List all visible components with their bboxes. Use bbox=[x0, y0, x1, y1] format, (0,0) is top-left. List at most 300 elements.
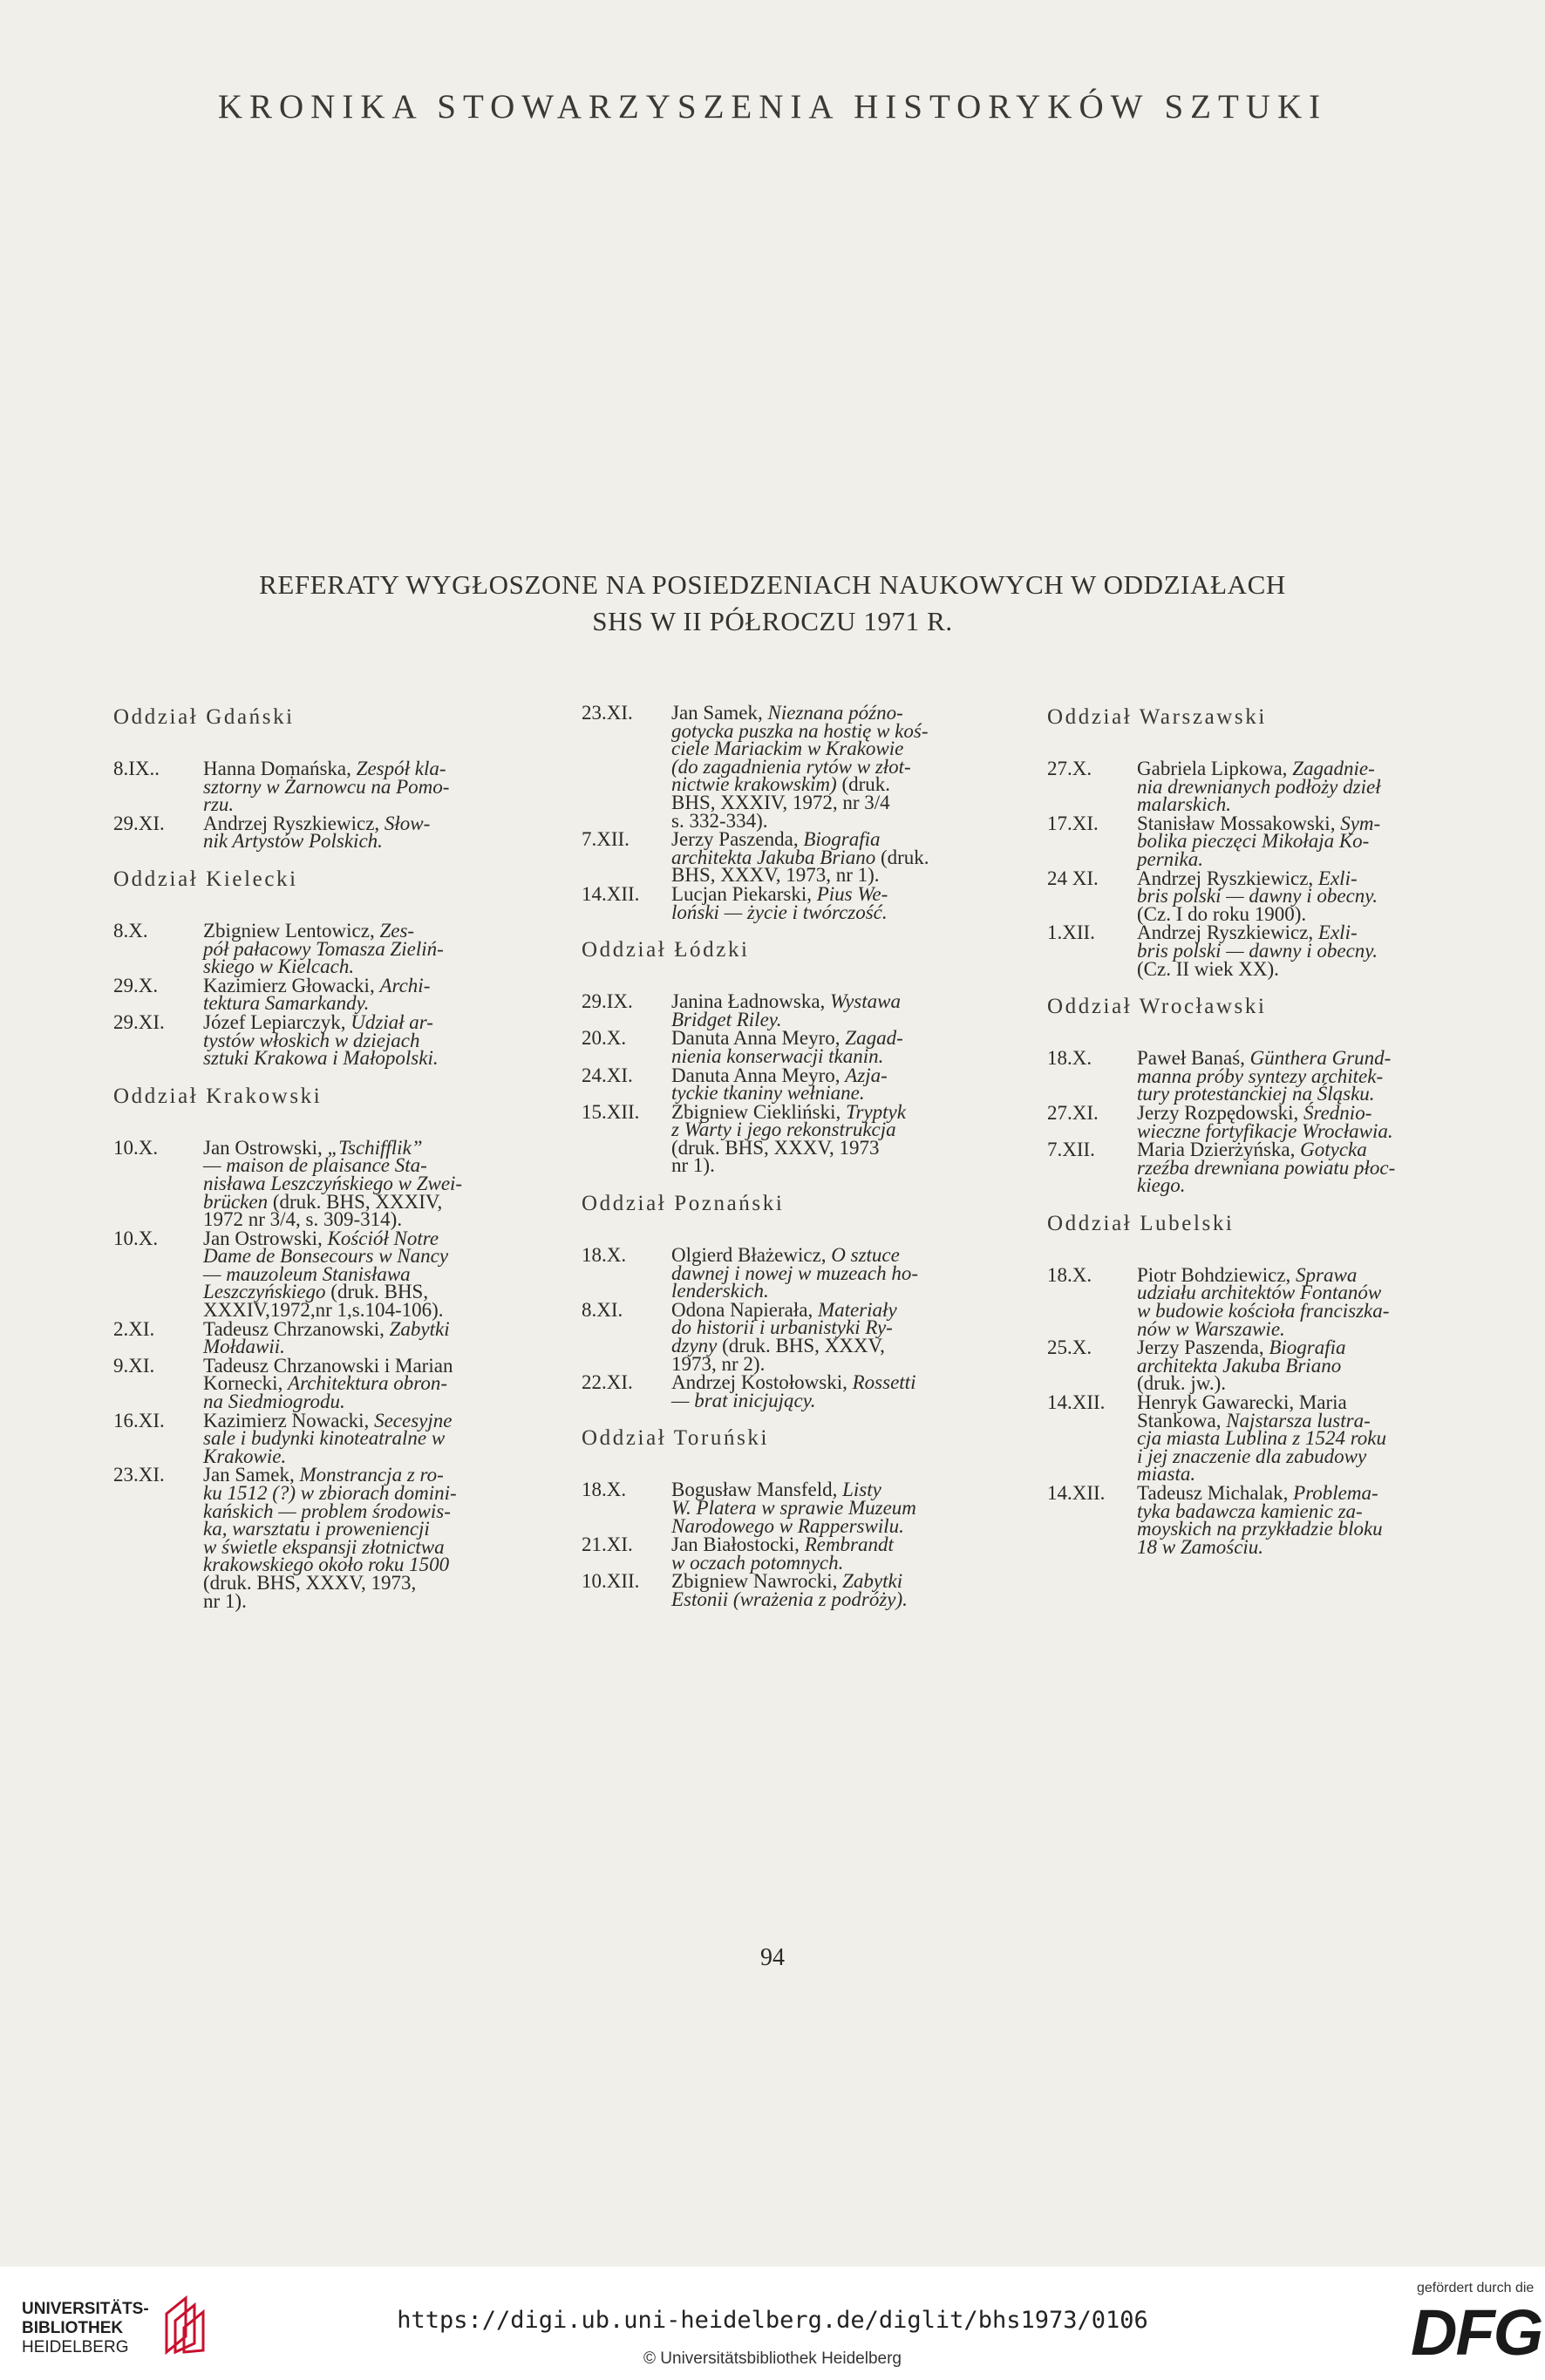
branch-heading: Oddział Gdański bbox=[113, 705, 295, 729]
lecture-title-text: nienia konserwacji tkanin. bbox=[671, 1044, 884, 1067]
lecture-title-text: Rembrandt bbox=[804, 1533, 894, 1556]
lecture-date: 10.X. bbox=[113, 1136, 159, 1159]
library-name-line: UNIVERSITÄTS- bbox=[22, 2300, 149, 2318]
lecture-plain-text: 1973, nr 2). bbox=[671, 1352, 766, 1375]
lecture-title-text: pernika. bbox=[1137, 847, 1204, 870]
lecture-plain-text: 1972 nr 3/4, s. 309-314). bbox=[203, 1208, 403, 1231]
branch-section bbox=[1047, 994, 1483, 1195]
article-title bbox=[0, 567, 1545, 640]
permalink-url[interactable]: https://digi.ub.uni-heidelberg.de/diglit/bhs1973/0106 bbox=[397, 2307, 1148, 2334]
lecture-entry bbox=[582, 704, 1024, 830]
lecture-title-text: nik Artystów Polskich. bbox=[203, 830, 383, 853]
lecture-plain-text: Jan Ostrowski, bbox=[203, 1227, 328, 1249]
lecture-text bbox=[1137, 760, 1483, 814]
lecture-text bbox=[1137, 867, 1483, 925]
lecture-date: 18.X. bbox=[582, 1479, 627, 1501]
lecture-date: 8.IX.. bbox=[113, 758, 160, 779]
lecture-entry bbox=[582, 1570, 1024, 1610]
lecture-plain-text: (druk. bbox=[875, 846, 929, 868]
lecture-title-text: (do zagadnienia rytów w złot- bbox=[671, 755, 911, 778]
lecture-plain-text: Olgierd Błażewicz, bbox=[671, 1244, 832, 1267]
lecture-date: 25.X. bbox=[1047, 1336, 1092, 1359]
lecture-date: 18.X. bbox=[1047, 1263, 1092, 1286]
lecture-text bbox=[1137, 1263, 1483, 1340]
branch-section bbox=[113, 1084, 555, 1610]
lecture-entry bbox=[582, 1244, 1024, 1302]
lecture-title-text: manna próby syntezy architek- bbox=[1137, 1064, 1384, 1087]
lecture-text bbox=[203, 760, 555, 814]
lecture-title-text: Archi- bbox=[379, 974, 431, 996]
page-number: 94 bbox=[760, 1944, 785, 1971]
lecture-text bbox=[1137, 1047, 1483, 1105]
lecture-date: 23.XI. bbox=[113, 1464, 165, 1486]
lecture-entry bbox=[582, 1533, 1024, 1574]
lecture-title-text: Exli- bbox=[1317, 921, 1358, 944]
lecture-plain-text: Janina Ładnowska, bbox=[671, 990, 831, 1013]
lecture-date: 22.XI. bbox=[582, 1371, 633, 1394]
lecture-title-text: i jej znaczenie dla zabudowy bbox=[1137, 1445, 1367, 1467]
lecture-title-text: „Tschifflik” bbox=[327, 1136, 423, 1159]
dfg-logo[interactable]: DFG bbox=[1411, 2296, 1542, 2369]
lecture-date: 14.XII. bbox=[1047, 1482, 1106, 1504]
text-line bbox=[671, 1352, 1024, 1375]
lecture-text bbox=[1137, 1391, 1483, 1486]
lecture-title-text: nisława Leszczyńskiego w Zwei- bbox=[203, 1172, 463, 1194]
lecture-date: 10.XII. bbox=[582, 1570, 640, 1593]
branch-heading: Oddział Wrocławski bbox=[1047, 995, 1267, 1019]
lecture-entry bbox=[582, 990, 1024, 1030]
lecture-date: 7.XII. bbox=[582, 828, 630, 851]
branch-heading: Oddział Krakowski bbox=[113, 1084, 323, 1108]
lecture-text bbox=[203, 1317, 555, 1358]
title-line: SHS W II PÓŁROCZU 1971 R. bbox=[592, 606, 953, 636]
text-line bbox=[1137, 793, 1483, 816]
branch-section bbox=[1047, 1211, 1483, 1557]
lecture-title-text: w budowie kościoła franciszka- bbox=[1137, 1300, 1390, 1323]
text-line bbox=[671, 1551, 1024, 1574]
text-line bbox=[671, 1154, 1024, 1177]
lecture-plain-text: Tadeusz Chrzanowski, bbox=[203, 1317, 390, 1340]
lecture-plain-text: Piotr Bohdziewicz, bbox=[1137, 1263, 1297, 1286]
lecture-title-text: bris polski — dawny i obecny. bbox=[1137, 939, 1378, 962]
lecture-entry bbox=[113, 1010, 555, 1070]
lecture-title-text: — mauzoleum Stanisława bbox=[203, 1262, 411, 1285]
lecture-title-text: Zagad- bbox=[845, 1027, 903, 1050]
lecture-title-text: Listy bbox=[842, 1479, 881, 1501]
lecture-plain-text: Jerzy Paszenda, bbox=[1137, 1336, 1269, 1359]
lecture-plain-text: Jan Samek, bbox=[203, 1464, 300, 1486]
lecture-plain-text: Lucjan Piekarski, bbox=[671, 882, 817, 905]
lecture-plain-text: Józef Lepiarczyk, bbox=[203, 1010, 351, 1033]
lecture-plain-text: Henryk Gawarecki, Maria bbox=[1137, 1391, 1347, 1414]
branch-heading: Oddział Warszawski bbox=[1047, 705, 1267, 729]
lecture-title-text: architekta Jakuba Briano bbox=[671, 846, 876, 868]
text-line bbox=[1137, 1085, 1483, 1104]
lecture-plain-text: (druk. jw.). bbox=[1137, 1372, 1226, 1395]
lecture-plain-text: s. 332-334). bbox=[671, 809, 768, 832]
lecture-title-text: Nieznana późno- bbox=[767, 702, 903, 724]
library-name-line: HEIDELBERG bbox=[22, 2338, 129, 2356]
text-line bbox=[1137, 1372, 1483, 1395]
lecture-entry bbox=[1047, 760, 1483, 814]
lecture-title-text: kańskich — problem środowis- bbox=[203, 1499, 451, 1522]
text-line bbox=[203, 955, 555, 978]
lecture-title-text: Zabytki bbox=[389, 1317, 450, 1340]
lecture-title-text: tektura Samarkandy. bbox=[203, 992, 370, 1015]
lecture-title-text: Estonii (wrażenia z podróży). bbox=[671, 1588, 908, 1610]
text-line bbox=[1137, 1465, 1483, 1484]
text-line bbox=[671, 1008, 1024, 1030]
lecture-plain-text: Paweł Banaś, bbox=[1137, 1047, 1250, 1070]
lecture-text bbox=[671, 1533, 1024, 1574]
lecture-text bbox=[1137, 921, 1483, 980]
lecture-text bbox=[671, 1570, 1024, 1610]
lecture-title-text: Krakowie. bbox=[203, 1445, 287, 1467]
lecture-plain-text: (Cz. I do roku 1900). bbox=[1137, 902, 1307, 925]
text-line bbox=[203, 1445, 555, 1467]
lecture-text bbox=[671, 1100, 1024, 1177]
lecture-date: 10.X. bbox=[113, 1227, 159, 1249]
text-line bbox=[1137, 847, 1483, 870]
lecture-entry bbox=[1047, 1263, 1483, 1340]
lecture-title-text: O sztuce bbox=[831, 1244, 900, 1267]
lecture-text bbox=[1137, 1141, 1483, 1195]
lecture-entry bbox=[113, 974, 555, 1015]
lecture-plain-text: Bogusław Mansfeld, bbox=[671, 1479, 843, 1501]
lecture-entry bbox=[582, 1481, 1024, 1535]
lecture-date: 18.X. bbox=[582, 1244, 627, 1267]
lecture-text bbox=[203, 812, 555, 853]
lecture-title-text: kiego. bbox=[1137, 1174, 1186, 1197]
lecture-title-text: Pius We- bbox=[816, 882, 888, 905]
text-line bbox=[203, 830, 555, 853]
branch-heading: Oddział Poznański bbox=[582, 1192, 785, 1216]
lecture-entry bbox=[1047, 1101, 1483, 1142]
lecture-title-text: krakowskiego około roku 1500 bbox=[203, 1554, 450, 1576]
digitization-footer bbox=[0, 2267, 1545, 2380]
text-line bbox=[1137, 957, 1483, 980]
text-column-left bbox=[113, 704, 555, 1626]
lecture-title-text: moyskich na przykładzie bloku bbox=[1137, 1518, 1383, 1540]
text-line bbox=[203, 1047, 555, 1070]
text-line bbox=[1137, 1156, 1483, 1179]
lecture-title-text: na Siedmiogrodu. bbox=[203, 1391, 345, 1413]
lecture-plain-text: Jan Białostocki, bbox=[671, 1533, 805, 1556]
lecture-plain-text: nr 1). bbox=[671, 1154, 715, 1177]
lecture-title-text: nia drewnianych podłoży dzieł bbox=[1137, 775, 1381, 798]
lecture-title-text: tyka badawcza kamienic za- bbox=[1137, 1499, 1363, 1522]
lecture-title-text: do historii i urbanistyki Ry- bbox=[671, 1316, 893, 1339]
lecture-entry bbox=[582, 1298, 1024, 1375]
lecture-title-text: Najstarsza lustra- bbox=[1226, 1409, 1371, 1431]
lecture-date: 29.IX. bbox=[582, 990, 633, 1013]
branch-section bbox=[582, 704, 1024, 921]
lecture-plain-text: Kornecki, bbox=[203, 1372, 289, 1395]
lecture-plain-text: Andrzej Ryszkiewicz, bbox=[1137, 921, 1318, 944]
lecture-title-text: Narodowego w Rapperswilu. bbox=[671, 1514, 904, 1537]
lecture-title-text: wieczne fortyfikacje Wrocławia. bbox=[1137, 1119, 1393, 1142]
lecture-text bbox=[671, 1481, 1024, 1535]
lecture-title-text: miasta. bbox=[1137, 1463, 1196, 1486]
lecture-title-text: Gotycka bbox=[1300, 1139, 1367, 1161]
lecture-title-text: architekta Jakuba Briano bbox=[1137, 1354, 1342, 1377]
lecture-title-text: Mołdawii. bbox=[203, 1336, 285, 1358]
lecture-date: 2.XI. bbox=[113, 1317, 155, 1340]
lecture-plain-text: (druk. BHS, XXXIV, bbox=[268, 1190, 443, 1213]
lecture-plain-text: Hanna Domańska, bbox=[203, 758, 357, 779]
lecture-entry bbox=[1047, 921, 1483, 980]
lecture-plain-text: Maria Dzierżyńska, bbox=[1137, 1139, 1301, 1161]
lecture-title-text: Sym- bbox=[1340, 812, 1381, 834]
lecture-text bbox=[203, 1227, 555, 1322]
text-line bbox=[671, 1082, 1024, 1105]
lecture-plain-text: Jan Ostrowski, bbox=[203, 1136, 328, 1159]
lecture-title-text: nictwie krakowskim) bbox=[671, 773, 837, 796]
lecture-title-text: loński — życie i twórczość. bbox=[671, 901, 888, 923]
lecture-text bbox=[1137, 1336, 1483, 1395]
lecture-entry bbox=[582, 1064, 1024, 1105]
lecture-title-text: Azja- bbox=[845, 1064, 888, 1086]
text-line bbox=[1137, 1119, 1483, 1142]
lecture-title-text: — maison de plaisance Sta- bbox=[203, 1154, 427, 1177]
lecture-plain-text: Kazimierz Głowacki, bbox=[203, 974, 380, 996]
lecture-date: 8.X. bbox=[113, 919, 148, 942]
lecture-title-text: tyckie tkaniny wełniane. bbox=[671, 1082, 865, 1105]
lecture-entry bbox=[582, 1027, 1024, 1067]
lecture-title-text: Biografia bbox=[803, 828, 881, 851]
lecture-plain-text: Tadeusz Michalak, bbox=[1137, 1482, 1294, 1504]
lecture-entry bbox=[1047, 812, 1483, 870]
lecture-title-text: Biografia bbox=[1269, 1336, 1346, 1359]
lecture-entry bbox=[582, 882, 1024, 923]
lecture-date: 29.X. bbox=[113, 974, 159, 996]
branch-heading: Oddział Lubelski bbox=[1047, 1211, 1235, 1235]
text-line bbox=[1137, 1317, 1483, 1340]
text-line bbox=[671, 1514, 1024, 1537]
lecture-plain-text: Tadeusz Chrzanowski i Marian bbox=[203, 1354, 453, 1377]
branch-heading: Oddział Łódzki bbox=[582, 938, 750, 962]
lecture-plain-text: Jerzy Rozpędowski, bbox=[1137, 1101, 1303, 1124]
text-column-middle bbox=[582, 704, 1024, 1625]
lecture-title-text: W. Platera w sprawie Muzeum bbox=[671, 1497, 916, 1519]
lecture-date: 18.X. bbox=[1047, 1047, 1092, 1070]
text-line bbox=[671, 1044, 1024, 1067]
lecture-date: 14.XII. bbox=[1047, 1391, 1106, 1414]
lecture-plain-text: Jerzy Paszenda, bbox=[671, 828, 804, 851]
lecture-title-text: Zagadnie- bbox=[1292, 758, 1375, 779]
lecture-text bbox=[203, 974, 555, 1015]
text-line bbox=[671, 901, 1024, 923]
lecture-text bbox=[203, 1409, 555, 1467]
lecture-title-text: ka, warsztatu i proweniencji bbox=[203, 1518, 430, 1540]
lecture-date: 29.XI. bbox=[113, 1010, 165, 1033]
lecture-plain-text: (druk. BHS, XXXV, bbox=[717, 1335, 885, 1357]
lecture-plain-text: Kazimierz Nowacki, bbox=[203, 1409, 375, 1431]
lecture-title-text: Exli- bbox=[1317, 867, 1358, 889]
lecture-text bbox=[671, 1371, 1024, 1411]
text-line bbox=[1137, 1535, 1483, 1558]
lecture-title-text: z Warty i jego rekonstrukcja bbox=[671, 1119, 896, 1141]
lecture-plain-text: BHS, XXXIV, 1972, nr 3/4 bbox=[671, 791, 890, 813]
lecture-title-text: sztuki Krakowa i Małopolski. bbox=[203, 1047, 439, 1070]
lecture-title-text: Udział ar- bbox=[351, 1010, 433, 1033]
branch-section bbox=[113, 867, 555, 1068]
lecture-plain-text: (druk. BHS, bbox=[325, 1281, 429, 1303]
lecture-title-text: Problema- bbox=[1293, 1482, 1378, 1504]
lecture-title-text: Tryptyk bbox=[845, 1100, 906, 1123]
lecture-entry bbox=[113, 812, 555, 853]
text-line bbox=[671, 1389, 1024, 1411]
lecture-title-text: sztorny w Żarnowcu na Pomo- bbox=[203, 775, 450, 798]
lecture-title-text: skiego w Kielcach. bbox=[203, 955, 355, 978]
text-line bbox=[671, 1282, 1024, 1301]
lecture-title-text: rzu. bbox=[203, 793, 235, 816]
lecture-date: 7.XII. bbox=[1047, 1139, 1095, 1161]
lecture-entry bbox=[113, 1136, 555, 1231]
lecture-date: 15.XII. bbox=[582, 1100, 640, 1123]
lecture-date: 16.XI. bbox=[113, 1409, 165, 1431]
lecture-date: 24.XI. bbox=[582, 1064, 633, 1086]
lecture-plain-text: Zbigniew Lentowicz, bbox=[203, 919, 380, 942]
lecture-date: 21.XI. bbox=[582, 1533, 633, 1556]
lecture-date: 20.X. bbox=[582, 1027, 627, 1050]
lecture-entry bbox=[1047, 1336, 1483, 1395]
lecture-title-text: Secesyjne bbox=[374, 1409, 453, 1431]
lecture-date: 24 XI. bbox=[1047, 867, 1099, 889]
branch-heading: Oddział Kielecki bbox=[113, 867, 298, 891]
text-line bbox=[1137, 902, 1483, 925]
lecture-date: 27.X. bbox=[1047, 758, 1092, 779]
lecture-entry bbox=[582, 1371, 1024, 1411]
text-line bbox=[203, 1589, 555, 1612]
lecture-entry bbox=[113, 1317, 555, 1358]
lecture-entry bbox=[1047, 1482, 1483, 1558]
lecture-title-text: tury protestanckiej na Śląsku. bbox=[1137, 1083, 1375, 1105]
text-column-right bbox=[1047, 704, 1483, 1572]
branch-section bbox=[582, 937, 1024, 1175]
running-head: KRONIKA STOWARZYSZENIA HISTORYKÓW SZTUKI bbox=[217, 88, 1328, 126]
lecture-title-text: Rossetti bbox=[852, 1371, 916, 1394]
text-line bbox=[203, 1208, 555, 1231]
lecture-title-text: Leszczyńskiego bbox=[203, 1281, 326, 1303]
lecture-plain-text: Zbigniew Ciekliński, bbox=[671, 1100, 846, 1123]
lecture-entry bbox=[1047, 867, 1483, 925]
lecture-entry bbox=[113, 760, 555, 814]
lecture-date: 14.XII. bbox=[582, 882, 640, 905]
lecture-date: 8.XI. bbox=[582, 1298, 623, 1321]
lecture-title-text: — brat inicjujący. bbox=[671, 1389, 816, 1411]
lecture-title-text: 18 w Zamościu. bbox=[1137, 1535, 1264, 1558]
lecture-text bbox=[203, 1136, 555, 1231]
lecture-date: 27.XI. bbox=[1047, 1101, 1099, 1124]
lecture-plain-text: (Cz. II wiek XX). bbox=[1137, 957, 1279, 980]
branch-section bbox=[582, 1191, 1024, 1410]
lecture-title-text: Średnio- bbox=[1303, 1101, 1372, 1124]
lecture-text bbox=[671, 1064, 1024, 1105]
lecture-title-text: Günthera Grund- bbox=[1249, 1047, 1392, 1070]
lecture-text bbox=[671, 1027, 1024, 1067]
text-line bbox=[671, 1136, 1024, 1159]
lecture-plain-text: Danuta Anna Meyro, bbox=[671, 1027, 846, 1050]
lecture-entry bbox=[113, 919, 555, 978]
lecture-plain-text: Stankowa, bbox=[1137, 1409, 1227, 1431]
library-name-line: BIBLIOTHEK bbox=[22, 2319, 124, 2337]
lecture-title-text: ciele Mariackim w Krakowie bbox=[671, 738, 904, 760]
lecture-date: 17.XI. bbox=[1047, 812, 1099, 834]
lecture-text bbox=[671, 704, 1024, 830]
lecture-plain-text: Gabriela Lipkowa, bbox=[1137, 758, 1293, 779]
lecture-title-text: Zes- bbox=[379, 919, 415, 942]
lecture-title-text: dawnej i nowej w muzeach ho- bbox=[671, 1261, 918, 1284]
lecture-title-text: Monstrancja z ro- bbox=[299, 1464, 444, 1486]
text-line bbox=[671, 809, 1024, 832]
lecture-title-text: Kościół Notre bbox=[327, 1227, 439, 1249]
text-line bbox=[203, 793, 555, 816]
lecture-text bbox=[203, 919, 555, 978]
text-line bbox=[671, 1588, 1024, 1610]
lecture-plain-text: Andrzej Ryszkiewicz, bbox=[203, 812, 385, 834]
lecture-plain-text: Stanisław Mossakowski, bbox=[1137, 812, 1341, 834]
lecture-text bbox=[671, 990, 1024, 1030]
lecture-text bbox=[1137, 1482, 1483, 1558]
text-line bbox=[203, 992, 555, 1015]
lecture-title-text: w oczach potomnych. bbox=[671, 1551, 844, 1574]
lecture-entry bbox=[113, 1466, 555, 1610]
lecture-entry bbox=[1047, 1141, 1483, 1195]
lecture-title-text: ku 1512 (?) w zbiorach domini- bbox=[203, 1482, 457, 1504]
lecture-title-text: Słow- bbox=[384, 812, 431, 834]
text-line bbox=[203, 1571, 555, 1594]
lecture-text bbox=[671, 1298, 1024, 1375]
lecture-text bbox=[671, 1244, 1024, 1302]
copyright-notice: © Universitätsbibliothek Heidelberg bbox=[643, 2349, 902, 2368]
lecture-plain-text: (druk. BHS, XXXV, 1973 bbox=[671, 1136, 880, 1159]
lecture-plain-text: BHS, XXXV, 1973, nr 1). bbox=[671, 864, 880, 887]
lecture-date: 9.XI. bbox=[113, 1354, 155, 1377]
lecture-entry bbox=[582, 1100, 1024, 1177]
lecture-plain-text: Odona Napierała, bbox=[671, 1298, 818, 1321]
lecture-entry bbox=[113, 1354, 555, 1413]
lecture-title-text: dzyny bbox=[671, 1335, 718, 1357]
lecture-plain-text: Danuta Anna Meyro, bbox=[671, 1064, 846, 1086]
lecture-title-text: brücken bbox=[203, 1190, 269, 1213]
lecture-title-text: udziału architektów Fontanów bbox=[1137, 1282, 1382, 1304]
lecture-title-text: pół pałacowy Tomasza Zieliń- bbox=[203, 937, 444, 960]
title-line: REFERATY WYGŁOSZONE NA POSIEDZENIACH NAUKOWYCH W ODDZIAŁACH bbox=[259, 569, 1286, 600]
lecture-title-text: bris polski — dawny i obecny. bbox=[1137, 885, 1378, 908]
text-line bbox=[203, 775, 555, 798]
lecture-entry bbox=[582, 828, 1024, 887]
lecture-entry bbox=[113, 1227, 555, 1322]
lecture-text bbox=[203, 1466, 555, 1610]
lecture-title-text: gotycka puszka na hostię w koś- bbox=[671, 719, 929, 742]
text-line bbox=[1137, 1174, 1483, 1197]
branch-heading: Oddział Toruński bbox=[582, 1426, 770, 1451]
lecture-title-text: Zabytki bbox=[842, 1570, 903, 1593]
lecture-title-text: malarskich. bbox=[1137, 793, 1231, 816]
lecture-title-text: Sprawa bbox=[1296, 1263, 1358, 1286]
lecture-title-text: bolika pieczęci Mikołaja Ko- bbox=[1137, 830, 1370, 853]
lecture-text bbox=[1137, 812, 1483, 870]
lecture-title-text: cja miasta Lublina z 1524 roku bbox=[1137, 1427, 1387, 1450]
lecture-title-text: Dame de Bonsecours w Nancy bbox=[203, 1245, 449, 1268]
lecture-plain-text: (druk. bbox=[836, 773, 891, 796]
lecture-title-text: nów w Warszawie. bbox=[1137, 1317, 1285, 1340]
lecture-text bbox=[203, 1354, 555, 1413]
lecture-plain-text: XXXIV,1972,nr 1,s.104-106). bbox=[203, 1299, 444, 1322]
lecture-title-text: Architektura obron- bbox=[288, 1372, 447, 1395]
branch-section bbox=[1047, 704, 1483, 978]
